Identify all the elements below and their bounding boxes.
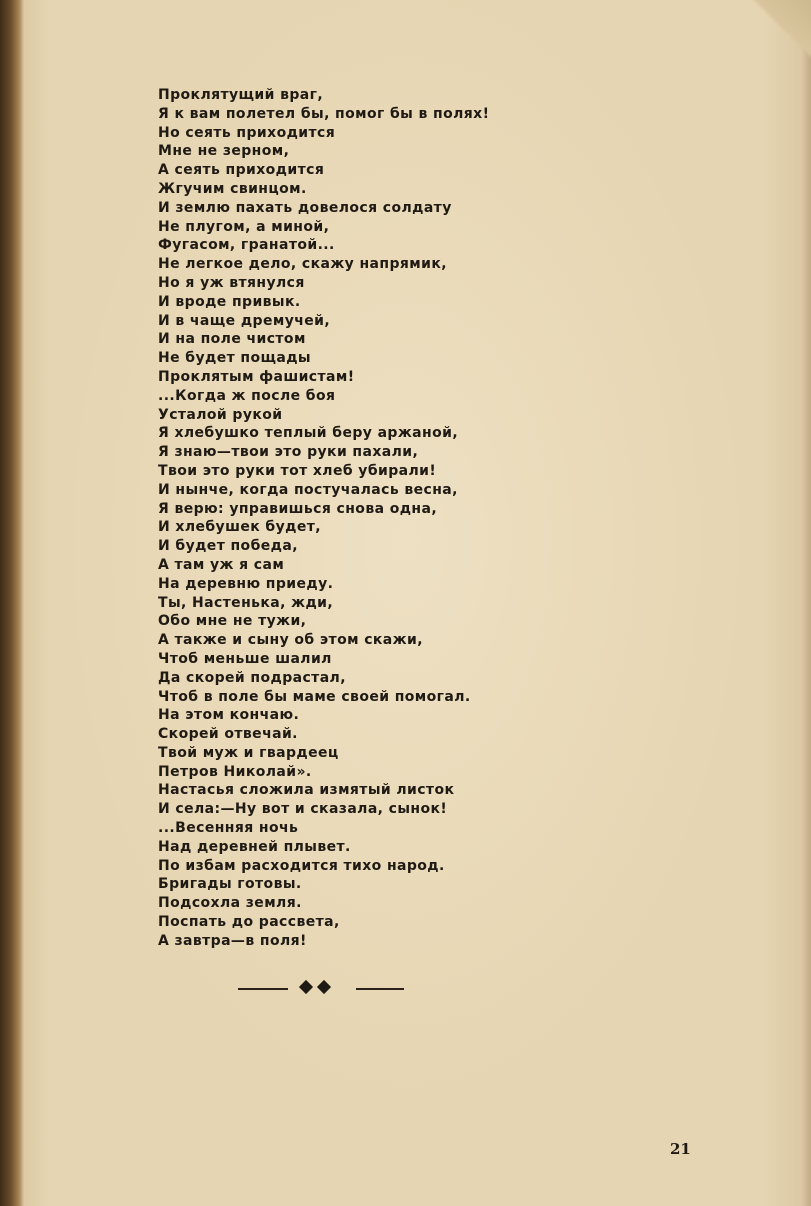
poem-line: И в чаще дремучей, xyxy=(158,312,331,329)
poem-line: А также и сыну об этом скажи, xyxy=(158,632,423,649)
poem-line: Ты, Настенька, жди, xyxy=(158,594,334,611)
poem-line: Подсохла земля. xyxy=(158,895,302,912)
divider-rule-right xyxy=(356,988,404,990)
poem-line: Да скорей подрастал, xyxy=(158,669,346,686)
divider-rule-left xyxy=(238,988,288,990)
poem-line: Петров Николай». xyxy=(158,763,312,780)
poem-line: И будет победа, xyxy=(158,538,298,555)
poem-line: По избам расходится тихо народ. xyxy=(158,857,445,874)
diamond-ornament-icon xyxy=(317,980,331,994)
poem-line: Но сеять приходится xyxy=(158,124,336,141)
poem-line: Не будет пощады xyxy=(158,350,311,367)
poem-line: И нынче, когда постучалась весна, xyxy=(158,481,458,498)
poem-line: И села:—Ну вот и сказала, сынок! xyxy=(158,801,448,818)
poem-line: А завтра—в поля! xyxy=(158,932,307,949)
poem-line: Жгучим свинцом. xyxy=(158,180,307,197)
page-corner-fold xyxy=(751,0,811,60)
poem-line: Не легкое дело, скажу напрямик, xyxy=(158,256,447,273)
poem-line: И на поле чистом xyxy=(158,331,306,348)
poem-line: Обо мне не тужи, xyxy=(158,613,307,630)
poem-line: Не плугом, а миной, xyxy=(158,218,330,235)
poem-line: Я хлебушко теплый беру аржаной, xyxy=(158,425,459,442)
poem-line: Проклятущий враг, xyxy=(158,87,324,103)
poem-line: Скорей отвечай. xyxy=(158,726,298,743)
poem-line: ...Весенняя ночь xyxy=(158,820,299,837)
poem-line: Чтоб меньше шалил xyxy=(158,650,332,667)
poem-line: И хлебушек будет, xyxy=(158,519,321,536)
poem-line: Бригады готовы. xyxy=(158,876,302,893)
diamond-ornament-icon xyxy=(299,980,313,994)
poem-line: На этом кончаю. xyxy=(158,707,300,724)
poem-text xyxy=(158,86,578,951)
page-number: 21 xyxy=(670,1140,691,1158)
poem-line: Чтоб в поле бы маме своей помогал. xyxy=(158,688,471,705)
poem-line: Настасья сложила измятый листок xyxy=(158,782,455,799)
poem-line: На деревню приеду. xyxy=(158,575,334,592)
poem-line: Поспать до рассвета, xyxy=(158,914,340,931)
poem-line: Твой муж и гвардеец xyxy=(158,744,339,761)
section-divider xyxy=(238,978,404,998)
page-right-shadow xyxy=(801,0,811,1206)
page-binding-edge xyxy=(0,0,24,1206)
poem-line: Я верю: управишься снова одна, xyxy=(158,500,438,517)
poem-line: Я знаю—твои это руки пахали, xyxy=(158,444,419,461)
poem-line: И вроде привык. xyxy=(158,293,301,310)
poem-line: Усталой рукой xyxy=(158,406,283,423)
poem-line: А там уж я сам xyxy=(158,556,285,573)
poem-line: И землю пахать довелося солдату xyxy=(158,199,452,216)
poem-line: Фугасом, гранатой... xyxy=(158,237,335,254)
poem-line: Мне не зерном, xyxy=(158,143,290,160)
poem-line: А сеять приходится xyxy=(158,162,325,179)
poem-line: Проклятым фашистам! xyxy=(158,368,355,385)
poem-line: ...Когда ж после боя xyxy=(158,387,336,404)
poem-line: Над деревней плывет. xyxy=(158,838,351,855)
poem-line: Твои это руки тот хлеб убирали! xyxy=(158,462,437,479)
poem-line: Но я уж втянулся xyxy=(158,274,305,291)
poem-line: Я к вам полетел бы, помог бы в полях! xyxy=(158,105,490,122)
